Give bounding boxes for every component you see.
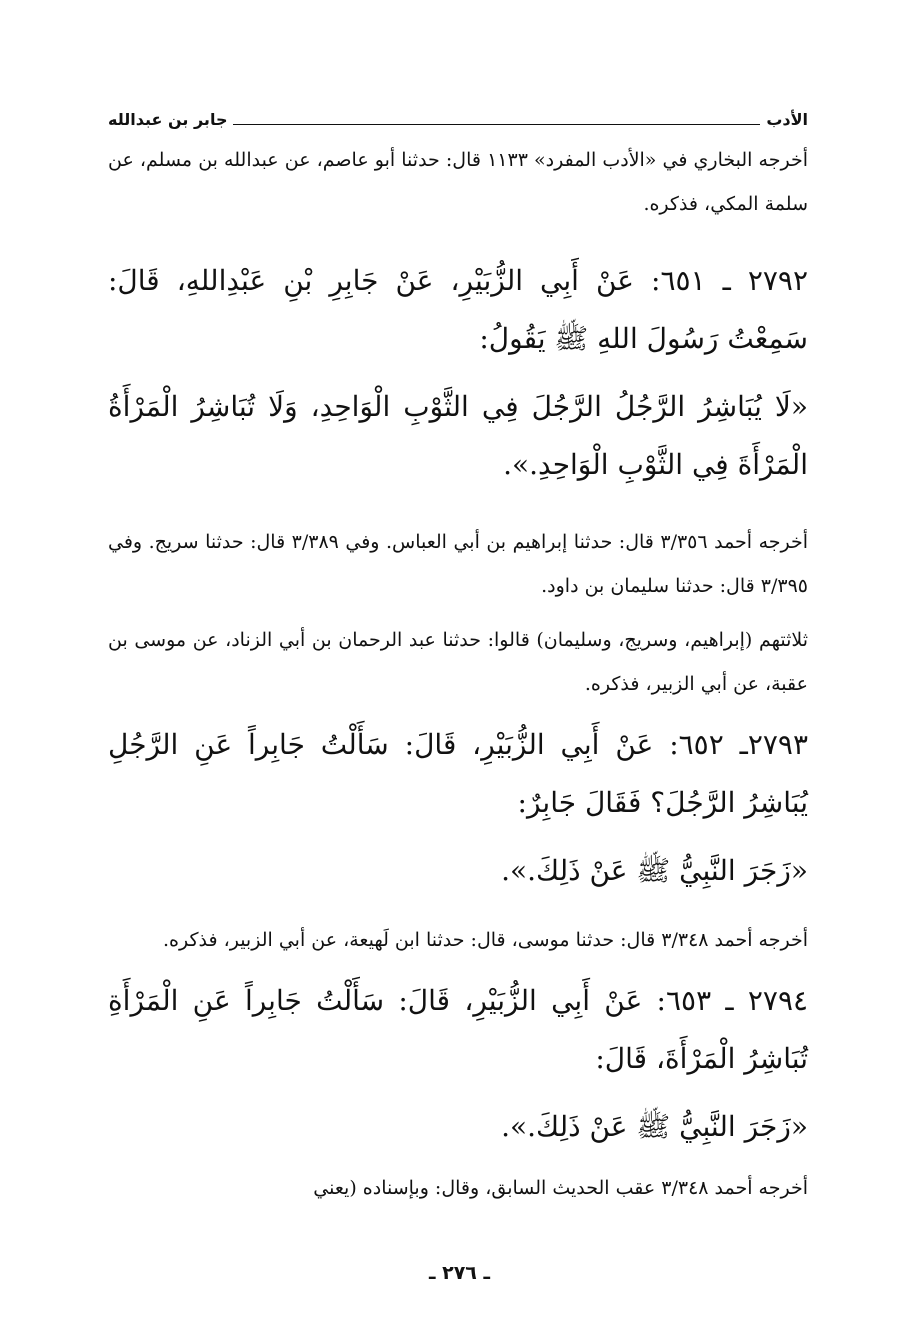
hadith-isnad: ٢٧٩٣ـ ٦٥٢: عَنْ أَبِي الزُّبَيْرِ، قَالَ: سَأَلْتُ جَابِراً عَنِ الرَّجُلِ يُبَاشِرُ الرَّجُلَ؟ فَقَالَ جَابِرٌ: (108, 728, 808, 819)
hadith-matn: «زَجَرَ النَّبِيُّ ﷺ عَنْ ذَلِكَ.». (501, 854, 808, 887)
takhrij-note: ثلاثتهم (إبراهيم، وسريج، وسليمان) قالوا: حدثنا عبد الرحمان بن أبي الزناد، عن موسى بن عقبة، عن أبي الزبير، فذكره. (108, 629, 808, 695)
running-header (108, 100, 808, 128)
takhrij-note: أخرجه أحمد ٣/٣٤٨ عقب الحديث السابق، وقال: وبإسناده (يعني (313, 1177, 808, 1199)
hadith-isnad: ٢٧٩٤ ـ ٦٥٣: عَنْ أَبِي الزُّبَيْرِ، قَالَ: سَأَلْتُ جَابِراً عَنِ الْمَرْأَةِ تُبَاشِرُ الْمَرْأَةَ، قَالَ: (108, 984, 809, 1075)
takhrij-note: أخرجه أحمد ٣/٣٤٨ قال: حدثنا موسى، قال: حدثنا ابن لَهيعة، عن أبي الزبير، فذكره. (162, 929, 808, 951)
takhrij-note: أخرجه أحمد ٣/٣٥٦ قال: حدثنا إبراهيم بن أبي العباس. وفي ٣/٣٨٩ قال: حدثنا سريج. وفي ٣/٣٩٥ قال: حدثنا سليمان بن داود. (108, 531, 809, 597)
page-number: ـ ٢٧٦ ـ (428, 1262, 490, 1284)
page-body (108, 100, 808, 1210)
header-chapter-title: جابر بن عبدالله (108, 110, 228, 129)
hadith-matn: «لَا يُبَاشِرُ الرَّجُلُ الرَّجُلَ فِي الثَّوْبِ الْوَاحِدِ، وَلَا تُبَاشِرُ الْمَرْأَةُ الْمَرْأَةَ فِي الثَّوْبِ الْوَاحِدِ.». (108, 390, 808, 481)
takhrij-note: أخرجه البخاري في «الأدب المفرد» ١١٣٣ قال: حدثنا أبو عاصم، عن عبدالله بن مسلم، عن سلمة المكي، فذكره. (108, 149, 808, 215)
hadith-isnad: ٢٧٩٢ ـ ٦٥١: عَنْ أَبِي الزُّبَيْرِ، عَنْ جَابِرِ بْنِ عَبْدِاللهِ، قَالَ: سَمِعْتُ رَسُولَ اللهِ ﷺ يَقُولُ: (108, 264, 808, 355)
hadith-matn: «زَجَرَ النَّبِيُّ ﷺ عَنْ ذَلِكَ.». (501, 1110, 808, 1143)
header-rule (233, 124, 760, 125)
header-section-title: الأدب (766, 110, 808, 129)
